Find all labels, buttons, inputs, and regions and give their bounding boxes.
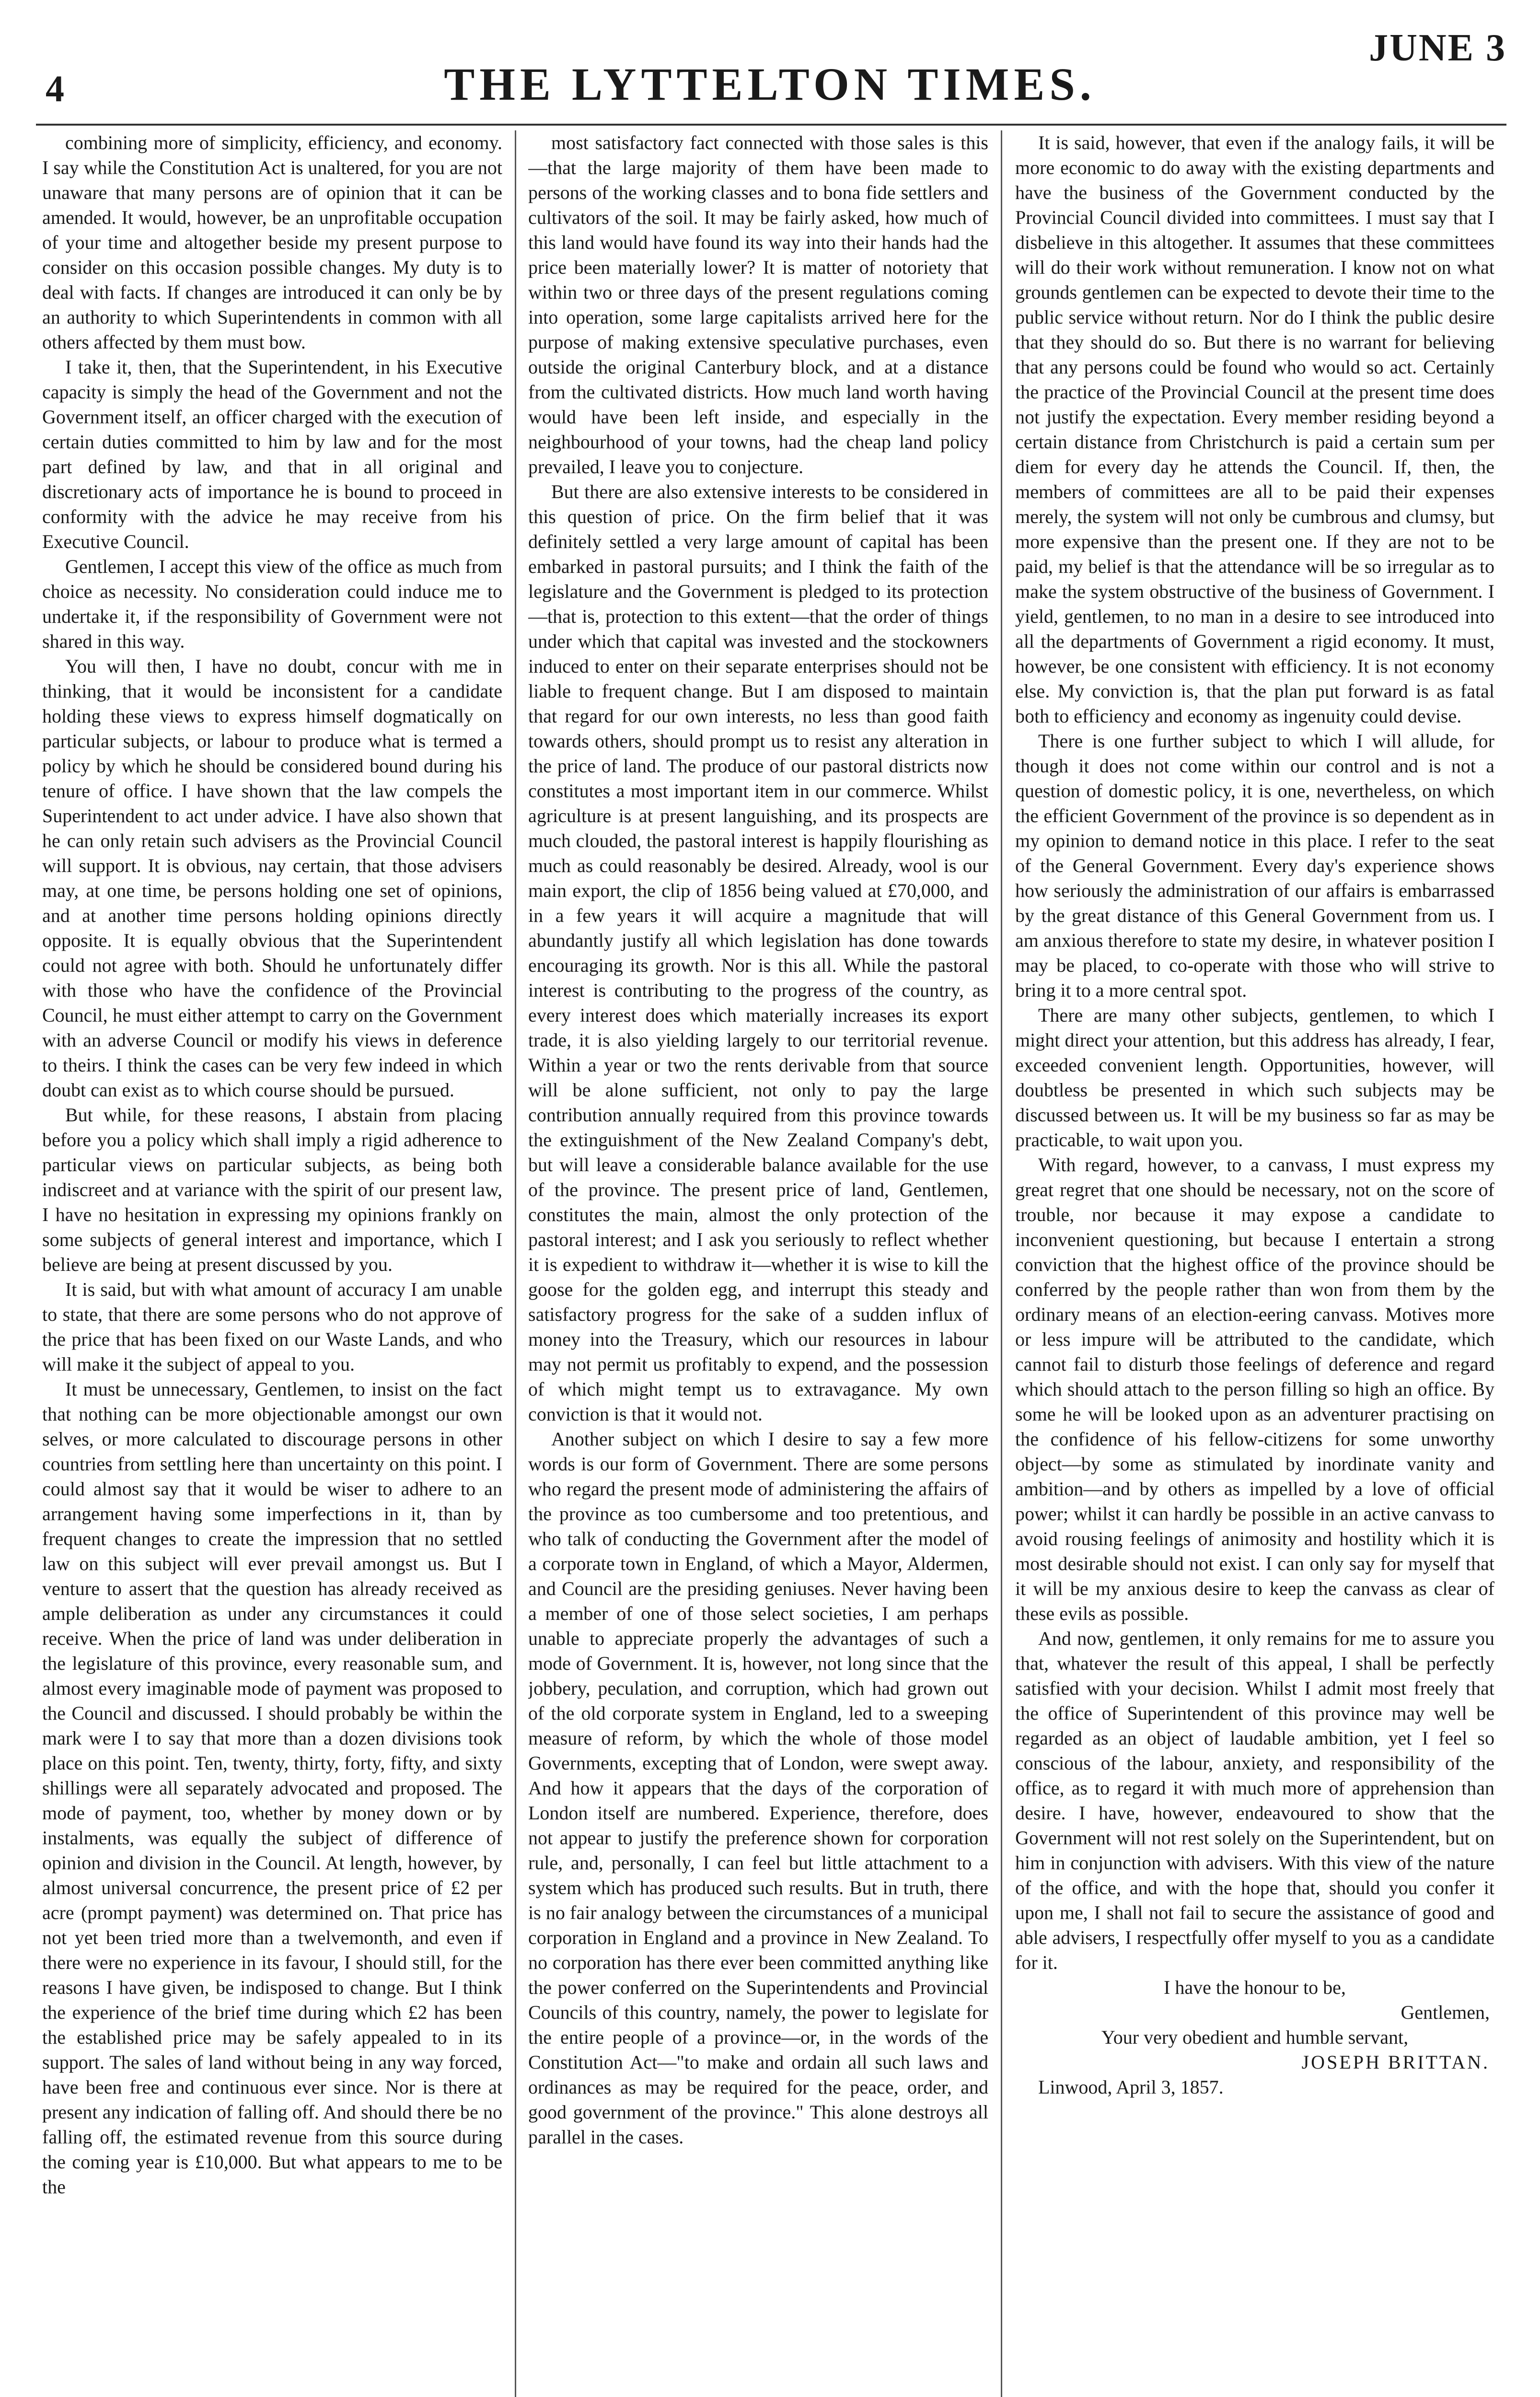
page-number: 4 [46, 68, 64, 109]
header-rule [36, 124, 1506, 126]
signature-closing: I have the honour to be, [1164, 1977, 1346, 1998]
paragraph: But there are also extensive interests to be considered in this question of price. On the firm belief that it was definitely settled a very large amount of capital has been embarked in pastoral pursuits; and I think the faith of the legislature and the Government is pledged to its protection—that is, protection to this extent—that the order of things under which that capital was invested and the stockowners induced to enter on their separate enterprises should not be liable to frequent change. But I am disposed to maintain that regard for our own interests, no less than good faith towards others, should prompt us to resist any alteration in the price of land. The produce of our pastoral districts now constitutes a most important item in our commerce. Whilst agriculture is at present languishing, and its prospects are much clouded, the pastoral interest is happily flourishing as much as could reasonably be desired. Already, wool is our main export, the clip of 1856 being valued at £70,000, and in a few years it will acquire a magnitude that will abundantly justify all which legislation has done towards encouraging its growth. Nor is this all. While the pastoral interest is contributing to the progress of the country, as every interest does which materially increases its export trade, it is also yielding largely to our territorial revenue. Within a year or two the rents derivable from that source will be alone sufficient, not only to pay the large contribution annually required from this province towards the extinguishment of the New Zealand Company's debt, but will leave a considerable balance available for the use of the province. The present price of land, Gentlemen, constitutes the main, almost the only protection of the pastoral interest; and I ask you seriously to reflect whether it is expedient to withdraw it—whether it is wise to kill the goose for the golden egg, and interrupt this steady and satisfactory progress for the sake of a sudden influx of money into the Treasury, which our resources in labour may not permit us profitably to expend, and the possession of which might tempt us to extravagance. My own conviction is that it would not. [528, 481, 988, 1425]
paragraph: most satisfactory fact connected with those sales is this—that the large majority of them have been made to persons of the working classes and to bona fide settlers and cultivators of the soil. It may be fairly asked, how much of this land would have found its way into their hands had the price been materially lower? It is matter of notoriety that within two or three days of the present regulations coming into operation, some large capitalists arrived here for the purpose of making extensive speculative purchases, even outside the original Canterbury block, and at a distance from the cultivated districts. How much land worth having would have been left inside, and especially in the neighbourhood of your towns, had the cheap land policy prevailed, I leave you to conjecture. [528, 132, 988, 477]
signature-salutation: Gentlemen, [1401, 2001, 1490, 2023]
column-divider [1001, 130, 1002, 2397]
paragraph: You will then, I have no doubt, concur with me in thinking, that it would be inconsistent for a candidate holding these views to express himself dogmatically on particular subjects, or labour to produce what is termed a policy by which he should be considered bound during his tenure of office. I have shown that the law compels the Superintendent to act under advice. I have also shown that he can only retain such advisers as the Provincial Council will support. It is obvious, nay certain, that those advisers may, at one time, be persons holding one set of opinions, and at another time persons holding opinions directly opposite. It is equally obvious that the Superintendent could not agree with both. Should he unfortunately differ with those who have the confidence of the Provincial Council, he must either attempt to carry on the Government with an adverse Council or modify his views in deference to theirs. I think the cases can be very few indeed in which doubt can exist as to which course should be pursued. [42, 655, 502, 1101]
paragraph: It is said, but with what amount of accuracy I am unable to state, that there are some persons who do not approve of the price that has been fixed on our Waste Lands, and who will make it the subject of appeal to you. [42, 1279, 502, 1375]
paragraph: It must be unnecessary, Gentlemen, to insist on the fact that nothing can be more objectionable amongst our own selves, or more calculated to discourage persons in other countries from settling here than uncertainty on this point. I could almost say that it would be wiser to adhere to an arrangement having some imperfections in it, than by frequent changes to create the impression that no settled law on this subject will ever prevail amongst us. But I venture to assert that the question has already received as ample deliberation as under any circumstances it could receive. When the price of land was under deliberation in the legislature of this province, every reasonable sum, and almost every imaginable mode of payment was proposed to the Council and discussed. I should probably be within the mark were I to say that more than a dozen divisions took place on this point. Ten, twenty, thirty, forty, fifty, and sixty shillings were all separately advocated and proposed. The mode of payment, too, whether by money down or by instalments, was equally the subject of difference of opinion and division in the Council. At length, however, by almost universal concurrence, the present price of £2 per acre (prompt payment) was determined on. That price has not yet been tried more than a twelvemonth, and even if there were no experience in its favour, I should still, for the reasons I have given, be indisposed to change. But I think the experience of the brief time during which £2 has been the established price may be safely appealed to in its support. The sales of land without being in any way forced, have been free and continuous ever since. Nor is there at present any indication of falling off. And should there be no falling off, the estimated revenue from this source during the coming year is £10,000. But what appears to me to be the [42, 1378, 502, 2198]
masthead [0, 0, 1540, 110]
paragraph: There are many other subjects, gentlemen, to which I might direct your attention, but this address has already, I fear, exceeded convenient length. Opportunities, however, will doubtless be presented in which such subjects may be discussed between us. It will be my business so far as may be practicable, to wait upon you. [1015, 1004, 1494, 1151]
column-2 [528, 130, 988, 2397]
paragraph: combining more of simplicity, efficiency, and economy. I say while the Constitution Act is unaltered, for you are not unaware that many persons are of opinion that it can be amended. It would, however, be an unprofitable occupation of your time and altogether beside my present purpose to consider on this occasion possible changes. My duty is to deal with facts. If changes are introduced it can only be by an authority to which Superintendents in common with all others affected by them must bow. [42, 132, 502, 353]
paragraph: I take it, then, that the Superintendent, in his Executive capacity is simply the head of the Government and not the Government itself, an officer charged with the execution of certain duties committed to him by law and for the most part defined by law, and that in all original and discretionary acts of importance he is bound to proceed in conformity with the advice he may receive from his Executive Council. [42, 356, 502, 552]
signature-sign-off: Your very obedient and humble servant, [1101, 2026, 1409, 2048]
column-3 [1015, 130, 1494, 2397]
paragraph: Gentlemen, I accept this view of the office as much from choice as necessity. No consideration could induce me to undertake it, if the responsibility of Government were not shared in this way. [42, 556, 502, 652]
signature-name: JOSEPH BRITTAN. [1301, 2051, 1490, 2073]
column-divider [515, 130, 516, 2397]
column-1 [42, 130, 502, 2397]
paragraph: But while, for these reasons, I abstain from placing before you a policy which shall imply a rigid adherence to particular views on particular subjects, as being both indiscreet and at variance with the spirit of our present law, I have no hesitation in expressing my opinions frankly on some subjects of general interest and importance, which I believe are being at present discussed by you. [42, 1104, 502, 1275]
paragraph: There is one further subject to which I will allude, for though it does not come within our control and is not a question of domestic policy, it is one, nevertheless, on which the efficient Government of the province is so dependent as in my opinion to demand notice in this place. I refer to the seat of the General Government. Every day's experience shows how seriously the administration of our affairs is embarrassed by the great distance of this General Government from us. I am anxious therefore to state my desire, in whatever position I may be placed, to co-operate with those who will strive to bring it to a more central spot. [1015, 730, 1494, 1001]
paragraph: Another subject on which I desire to say a few more words is our form of Government. There are some persons who regard the present mode of administering the affairs of the province as too cumbersome and too pretentious, and who talk of conducting the Government after the model of a corporate town in England, of which a Mayor, Aldermen, and Council are the presiding geniuses. Never having been a member of one of those select societies, I am perhaps unable to appreciate properly the advantages of such a mode of Government. It is, however, not long since that the jobbery, peculation, and corruption, which had grown out of the old corporate system in England, led to a sweeping measure of reform, by which the whole of those model Governments, excepting that of London, were swept away. And how it appears that the days of the corporation of London itself are numbered. Experience, therefore, does not appear to justify the preference shown for corporation rule, and, personally, I can feel but little attachment to a system which has produced such results. But in truth, there is no fair analogy between the circumstances of a municipal corporation in England and a province in New Zealand. To no corporation has there ever been committed anything like the power conferred on the Superintendents and Provincial Councils of this country, namely, the power to legislate for the entire people of a province—or, in the words of the Constitution Act—"to make and ordain all such laws and ordinances as may be required for the peace, order, and good government of the province." This alone destroys all parallel in the cases. [528, 1428, 988, 2148]
signature-place-date: Linwood, April 3, 1857. [1038, 2076, 1224, 2098]
issue-date: JUNE 3 [1369, 27, 1506, 69]
paragraph: It is said, however, that even if the analogy fails, it will be more economic to do away with the existing departments and have the business of the Government conducted by the Provincial Council divided into committees. I must say that I disbelieve in this altogether. It assumes that these committees will do their work without remuneration. I know not on what grounds gentlemen can be expected to devote their time to the public service without return. Nor do I think the public desire that they should do so. But there is no warrant for believing that any persons could be found who would so act. Certainly the practice of the Provincial Council at the present time does not justify the expectation. Every member residing beyond a certain distance from Christchurch is paid a certain sum per diem for every day he attends the Council. If, then, the members of committees are all to be paid their expenses merely, the system will not only be cumbrous and clumsy, but more expensive than the present one. If they are not to be paid, my belief is that the attendance will be so irregular as to make the system obstructive of the business of Government. I yield, gentlemen, to no man in a desire to see introduced into all the departments of Government a rigid economy. It must, however, be one consistent with efficiency. It is not economy else. My conviction is, that the plan put forward is as fatal both to efficiency and economy as ingenuity could devise. [1015, 132, 1494, 727]
newspaper-title: THE LYTTELTON TIMES. [444, 58, 1096, 110]
paragraph: And now, gentlemen, it only remains for me to assure you that, whatever the result of this appeal, I shall be perfectly satisfied with your decision. Whilst I admit most freely that the office of Superintendent of this province may well be regarded as an object of laudable ambition, yet I feel so conscious of the labour, anxiety, and responsibility of the office, as to regard it with much more of apprehension than desire. I have, however, endeavoured to show that the Government will not rest solely on the Superintendent, but on him in conjunction with advisers. With this view of the nature of the office, and with the hope that, should you confer it upon me, I shall not fail to secure the assistance of good and able advisers, I respectfully offer myself to you as a candidate for it. [1015, 1628, 1494, 1973]
paragraph: With regard, however, to a canvass, I must express my great regret that one should be necessary, not on the score of trouble, nor because it may expose a candidate to inconvenient questioning, but because I entertain a strong conviction that the highest office of the province should be conferred by the people rather than won from them by the ordinary means of an election-eering canvass. Motives more or less impure will be attributed to the candidate, which cannot fail to disturb those feelings of deference and regard which should attach to the person filling so high an office. By some he will be looked upon as an adventurer practising on the confidence of his fellow-citizens for some unworthy object—by some as stimulated by inordinate vanity and ambition—and by others as impelled by a love of official power; whilst it can hardly be possible in an active canvass to avoid rousing feelings of animosity and hostility which it is most desirable should not exist. I can only say for myself that it will be my anxious desire to keep the canvass as clear of these evils as possible. [1015, 1154, 1494, 1624]
